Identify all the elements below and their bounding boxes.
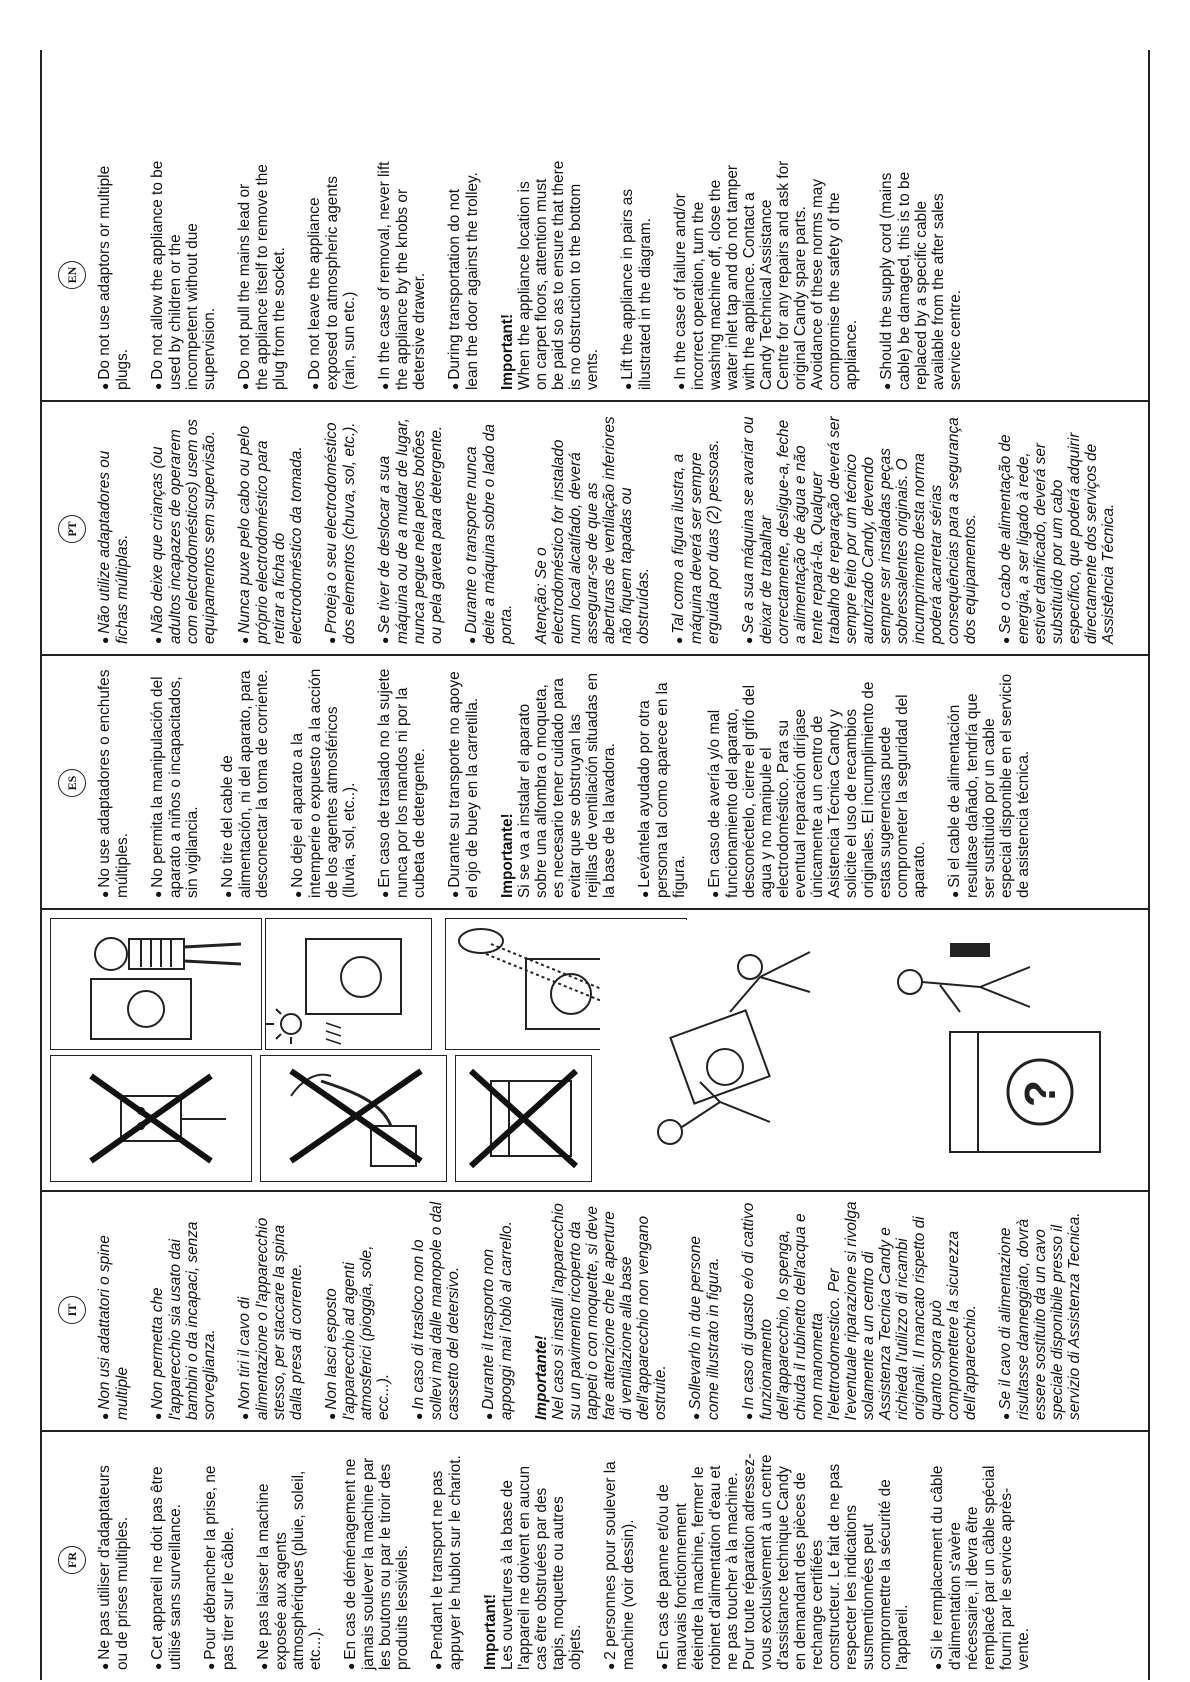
- flag-icon-fr: FR: [58, 1546, 86, 1574]
- list-item: ●No use adaptadores o enchufes múltiples.: [96, 669, 131, 898]
- flag-icon-en: EN: [58, 261, 86, 289]
- column-pt: [52, 404, 1138, 654]
- instruction-sheet: [40, 50, 1150, 1680]
- column-fr: [52, 1440, 1138, 1680]
- column-divider: [40, 655, 1150, 657]
- list-item: ●During transportation do not lean the door against the trolley.: [446, 172, 481, 390]
- list-item: ●Não utilize adaptadores ou fichas múltiplas.: [96, 450, 131, 644]
- list-item: ●In caso di guasto e/o di cattivo funzionamento dell'apparecchio, lo spenga, chiuda il rubinetto dell'acqua e non manometta l'elettrodomestico. Per l'eventuale riparazione si rivolga solamente a un centro di Assistenza Tecnica Candy e richieda l'utilizzo di ricambi originali. Il mancato rispetto di quanto sopra può compromettere la sicurezza dell'apparecchio.: [740, 1201, 979, 1420]
- list-item: ●En caso de traslado no la sujete nunca por los mandos ni por la cubeta de detergente.: [376, 668, 428, 898]
- flag-icon-it: IT: [58, 1296, 86, 1324]
- important-note: Atenção: Se o electrodoméstico for instalado num local alcatifado, deverá assegurar-se de que as aberturas de ventilação inferiores não fiquem tapadas ou obstruídas.: [533, 416, 652, 644]
- svg-text:?: ?: [1016, 1080, 1065, 1107]
- list-item: ●En caso de avería y/o mal funcionamiento del aparato, desconéctelo, cierre el grifo del agua y no manipule el electrodoméstico. Para su eventual reparación diríjase únicamente a un centro de Asistencia Técnica Candy y solicite el uso de recambios originales. El incumplimiento de estas sugerencias puede comprometer la seguridad del aparato.: [706, 681, 928, 898]
- list-item: ●Lift the appliance in pairs as illustrated in the diagram.: [619, 188, 654, 390]
- list-item: ●Do not allow the appliance to be used by children or the incompetent without due supervision.: [149, 160, 218, 390]
- list-item: ●Sollevarlo in due persone come illustrato in figura.: [687, 1236, 722, 1420]
- top-rule: [40, 50, 42, 1680]
- flag-icon-pt: PT: [58, 515, 86, 543]
- list-item: ●Si le remplacement du câble d'alimentation s'avère nécessaire, il devra être remplacé par un câble spécial fourni par le service après-vente.: [929, 1465, 1032, 1670]
- list-item: ●No permita la manipulación del aparato a niños o incapacitados, sin vigilancia.: [149, 676, 201, 898]
- list-item: ●Non tiri il cavo di alimentazione o l'apparecchio stesso, per staccare la spina dalla presa di corrente.: [236, 1217, 305, 1420]
- list-item: ●Ne pas laisser la machine exposée aux agents atmosphériques (pluie, soleil, etc...).: [255, 1470, 324, 1670]
- list-item: ●Durante il trasporto non appoggi mai l'oblò al carrello.: [480, 1221, 515, 1420]
- no-multiple-plug-illustration: [50, 1055, 252, 1182]
- list-item: ●Pendant le transport ne pas appuyer le hublot sur le chariot.: [429, 1455, 464, 1670]
- two-person-lift-illustration: [600, 920, 830, 1182]
- list-item: ●En cas de panne et/ou de mauvais fonctionnement éteindre la machine, fermer le robinet d'alimentation d'eau et ne pas toucher à la machine. Pour toute réparation adressez-vous exclusivement à un centre d'assistance technique Candy en demandant des pièces de rechange certifiées constructeur. Le fait de ne pas respecter les indications susmentionnées peut compromettre la sécurité de l'appareil.: [655, 1453, 911, 1670]
- bottom-rule: [1148, 50, 1150, 1680]
- column-divider: [40, 909, 1150, 911]
- column-divider: [40, 1191, 1150, 1193]
- list-item: ●Tal como a figura ilustra, a máquina deverá ser sempre erguida por duas (2) pessoas.: [670, 439, 722, 644]
- list-item: ●Se a sua máquina se avariar ou deixar de trabalhar correctamente, desligue-a, feche a alimentação de água e não tente repará-la. Qualquer trabalho de reparação deverá ser sempre feito por um técnico autorizado Candy, devendo sempre ser instaladas peças sobressalentes originais. O incumprimento desta norma poderá acarretar sérias consequências para a segurança dos equipamentos.: [740, 416, 979, 644]
- list-item: ●Se il cavo di alimentazione risultasse danneggiato, dovrà essere sostituito da un cavo speciale disponibile presso il servizio di Assistenza Tecnica.: [997, 1212, 1083, 1420]
- list-item: ●No tire del cable de alimentación, ni del aparato, para desconectar la toma de corriente.: [219, 669, 271, 898]
- column-en: [52, 150, 1138, 400]
- list-item: ●In caso di trasloco non lo sollevi mai dalle manopole o dal cassetto del detersivo.: [410, 1201, 462, 1420]
- column-divider: [40, 1431, 1150, 1433]
- list-item: ●Levántela ayudado por otra persona tal como aparece en la figura.: [636, 682, 688, 898]
- list-item: ●Non usi adattatori o spine multiple: [96, 1235, 131, 1420]
- no-pull-cable-illustration: [260, 1055, 447, 1182]
- important-note: Important! Les ouvertures à la base de l'appareil ne doivent en aucun cas être obstruées par des tapis, moquette ou autres objets.: [482, 1465, 584, 1670]
- list-item: ●Do not use adaptors or multiple plugs.: [96, 165, 131, 390]
- list-item: ●Non lasci esposto l'apparecchio ad agenti atmosferici (pioggia, sole, ecc...).: [323, 1245, 392, 1420]
- list-item: ●2 personnes pour soulever la machine (voir dessin).: [602, 1461, 637, 1670]
- list-item: ●Proteja o seu electrodoméstico dos elementos (chuva, sol, etc.).: [323, 422, 358, 644]
- important-note: Importante! Nel caso si installi l'apparecchio su un pavimento ricoperto da tappeti o con moquette, si deve fare attenzione che le aperture di ventilazione alla base dell'apparecchio non vengano ostruite.: [533, 1203, 669, 1420]
- list-item: ●Should the supply cord (mains cable) be damaged, this is to be replaced by a specific cable available from the after sales service centre.: [878, 171, 964, 390]
- important-note: Importante! Si se va a instalar el aparato sobre una alfombra o moqueta, es necesario tener cuidado para evitar que se obstruyan las rejillas de ventilación situadas en la base de la lavadora.: [499, 672, 618, 898]
- list-item: ●Nunca puxe pelo cabo ou pelo próprio electrodoméstico para retirar a ficha do electrodoméstico da tomada.: [236, 425, 305, 644]
- list-item: ●Si el cable de alimentación resultase dañado, tendría que ser sustituido por un cable especial disponible en el servicio de asistencia técnica.: [946, 673, 1032, 898]
- service-centre-illustration: [840, 920, 1130, 1182]
- list-item: ●Non permetta che l'apparecchio sia usato dai bambini o da incapaci, senza sorveglianza.: [149, 1221, 218, 1420]
- list-item: ●Do not leave the appliance exposed to atmospheric agents (rain, sun etc.): [306, 176, 358, 390]
- flag-icon-es: ES: [58, 769, 86, 797]
- illustration-panel: [50, 915, 1140, 1190]
- child-supervision-illustration: [50, 918, 262, 1050]
- list-item: ●En cas de déménagement ne jamais soulever la machine par les boutons ou par le tiroir des produits lessiviels.: [342, 1457, 411, 1670]
- list-item: ●Ne pas utiliser d'adaptateurs ou de prises multiples.: [96, 1465, 131, 1670]
- list-item: ●In the case of failure and/or incorrect operation, turn the washing machine off, close the water inlet tap and do not tamper with the appliance. Contact a Candy Technical Assistance Centre for any repairs and ask for original Candy spare parts. Avoidance of these norms may compromise the safety of the appliance.: [672, 160, 860, 390]
- list-item: ●Durante su transporte no apoye el ojo de buey en la carretilla.: [446, 671, 481, 898]
- list-item: ●Se o cabo de alimentação de energia, a ser ligado à rede, estiver danificado, deverá ser substituído por um cabo específico, que poderá adquirir directamente dos serviços de Assistência Técnica.: [997, 432, 1117, 644]
- no-lift-by-knobs-illustration: [455, 1055, 592, 1182]
- list-item: ●Pour débrancher la prise, ne pas tirer sur le câble.: [202, 1465, 237, 1670]
- list-item: ●Se tiver de deslocar a sua máquina ou de a mudar de lugar, nunca pegue nela pelos botões ou pela gaveta para detergente.: [376, 418, 445, 644]
- list-item: ●Do not pull the mains lead or the appliance itself to remove the plug from the socket.: [236, 164, 288, 390]
- list-item: ●No deje el aparato a la intemperie o expuesto a la acción de los agentes atmosféricos (lluvia, sol, etc..).: [289, 668, 358, 898]
- important-note: Important! When the appliance location is on carpet floors, attention must be paid so as to ensure that there is no obstruction to the bottom vents.: [499, 160, 601, 390]
- column-es: [52, 658, 1138, 908]
- weather-exposure-illustration: [265, 918, 432, 1050]
- list-item: ●Durante o transporte nunca deite a máquina sobre o lado da porta.: [463, 424, 515, 644]
- column-it: [52, 1190, 1138, 1430]
- list-item: ●In the case of removal, never lift the appliance by the knobs or detersive drawer.: [376, 161, 428, 390]
- list-item: ●Cet appareil ne doit pas être utilisé sans surveillance.: [149, 1466, 184, 1670]
- list-item: ●Não deixe que crianças (ou adultos incapazes de operarem com electrodomésticos) usem os equipamentos sem supervisão.: [149, 419, 218, 644]
- column-divider: [40, 401, 1150, 403]
